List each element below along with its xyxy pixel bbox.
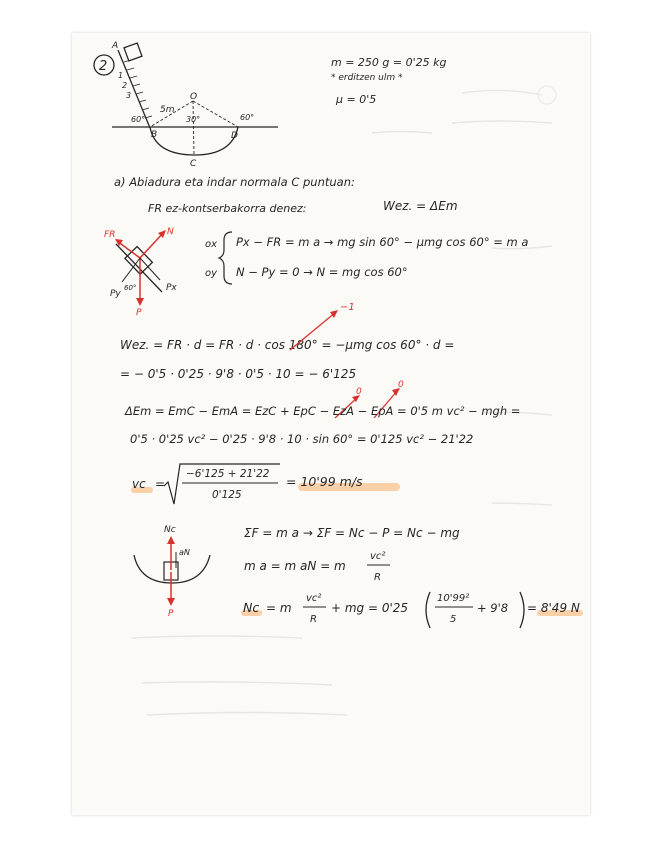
cos180-value: −1 [340,302,355,313]
vc-equals: = [155,477,166,491]
work-line-1: Wez. = FR · d = FR · d · cos 180° = −μmg cos 60° · d = [120,338,455,352]
ma-frac-den: R [374,572,381,583]
mark-1: 1 [118,71,124,80]
given-friction-note: * erditzen ulm * [331,73,403,83]
vc-label: vc [132,477,146,491]
oy-label: oy [205,268,218,279]
angle-60-right: 60° [240,113,255,122]
nc-mid: = m [266,601,292,615]
fbd1-FR: FR [104,230,116,240]
fbd1-P: P [136,308,142,318]
given-mu: μ = 0'5 [336,93,377,106]
ma-frac-num: vc² [370,551,386,562]
work-energy-theorem: Wez. = ΔEm [383,199,458,213]
label-C: C [190,159,197,169]
nc-frac-den: R [310,614,317,625]
label-O: O [190,92,198,102]
energy-line-2: 0'5 · 0'25 vc² − 0'25 · 9'8 · 10 · sin 60° = 0'125 vc² − 21'22 [130,432,474,446]
paren-left [426,592,430,628]
track-diagram [94,41,278,169]
nc-inner-den: 5 [450,614,457,625]
px-arrow [140,258,160,280]
ox-label: ox [205,239,218,250]
vc-denominator: 0'125 [212,489,242,501]
angle-30: 30° [186,115,201,124]
sum-forces: ΣF = m a → ΣF = Nc − P = Nc − mg [244,526,460,540]
fbd2-Nc: Nc [164,525,176,535]
system-brace [219,232,232,284]
mark-3: 3 [126,91,132,100]
incline-line [116,244,162,292]
angle-60-left: 60° [131,115,146,124]
fbd1-Px: Px [166,283,177,293]
fbd1-N: N [167,227,174,237]
vc-numerator: −6'125 + 21'22 [186,468,270,480]
dist-5m: 5m [160,105,175,115]
ox-equation: Px − FR = m a → mg sin 60° − μmg cos 60° = m a [236,235,529,249]
oy-equation: N − Py = 0 → N = mg cos 60° [236,265,408,279]
problem-number: 2 [99,59,108,74]
radius-OC [193,101,194,155]
nonconservative-note: FR ez-kontserbakorra denez: [148,202,307,215]
bowl-arc [134,555,210,583]
nc-inner-plus: + 9'8 [477,601,509,615]
nc-inner-num: 10'99² [437,593,470,604]
given-mass: m = 250 g = 0'25 kg [331,56,447,69]
epc-zero: 0 [356,387,362,397]
nc-left: Nc [243,600,260,615]
incline-hatching [124,60,152,118]
vc-result: = 10'99 m/s [286,474,363,489]
mark-2: 2 [122,81,128,90]
block-at-A [124,43,142,61]
normal-arrow [140,232,164,258]
free-body-diagram-incline [104,227,177,318]
fbd2-P: P [168,609,174,619]
py-arrow [122,258,140,282]
label-B: B [151,130,158,140]
nc-frac-num: vc² [306,593,322,604]
fbd1-angle: 60° [124,284,137,292]
fbd2-aN: aN [179,548,190,557]
label-A: A [112,41,119,51]
part-a-title: a) Abiadura eta indar normala C puntuan: [114,175,355,189]
free-body-diagram-bottom [134,525,210,619]
eza-zero: 0 [398,380,404,390]
energy-line-1: ΔEm = EmC − EmA = EzC + EpC − EzA − EpA = 0'5 m vc² − mgh = [125,404,521,418]
label-D: D [231,131,238,141]
ma-line: m a = m aN = m [244,559,346,573]
paren-right [520,592,524,628]
work-line-2: = − 0'5 · 0'25 · 9'8 · 0'5 · 10 = − 6'125 [120,367,357,381]
nc-plus: + mg = 0'25 [331,601,409,615]
fbd1-Py: Py [110,289,121,299]
nc-result: = 8'49 N [527,601,580,615]
